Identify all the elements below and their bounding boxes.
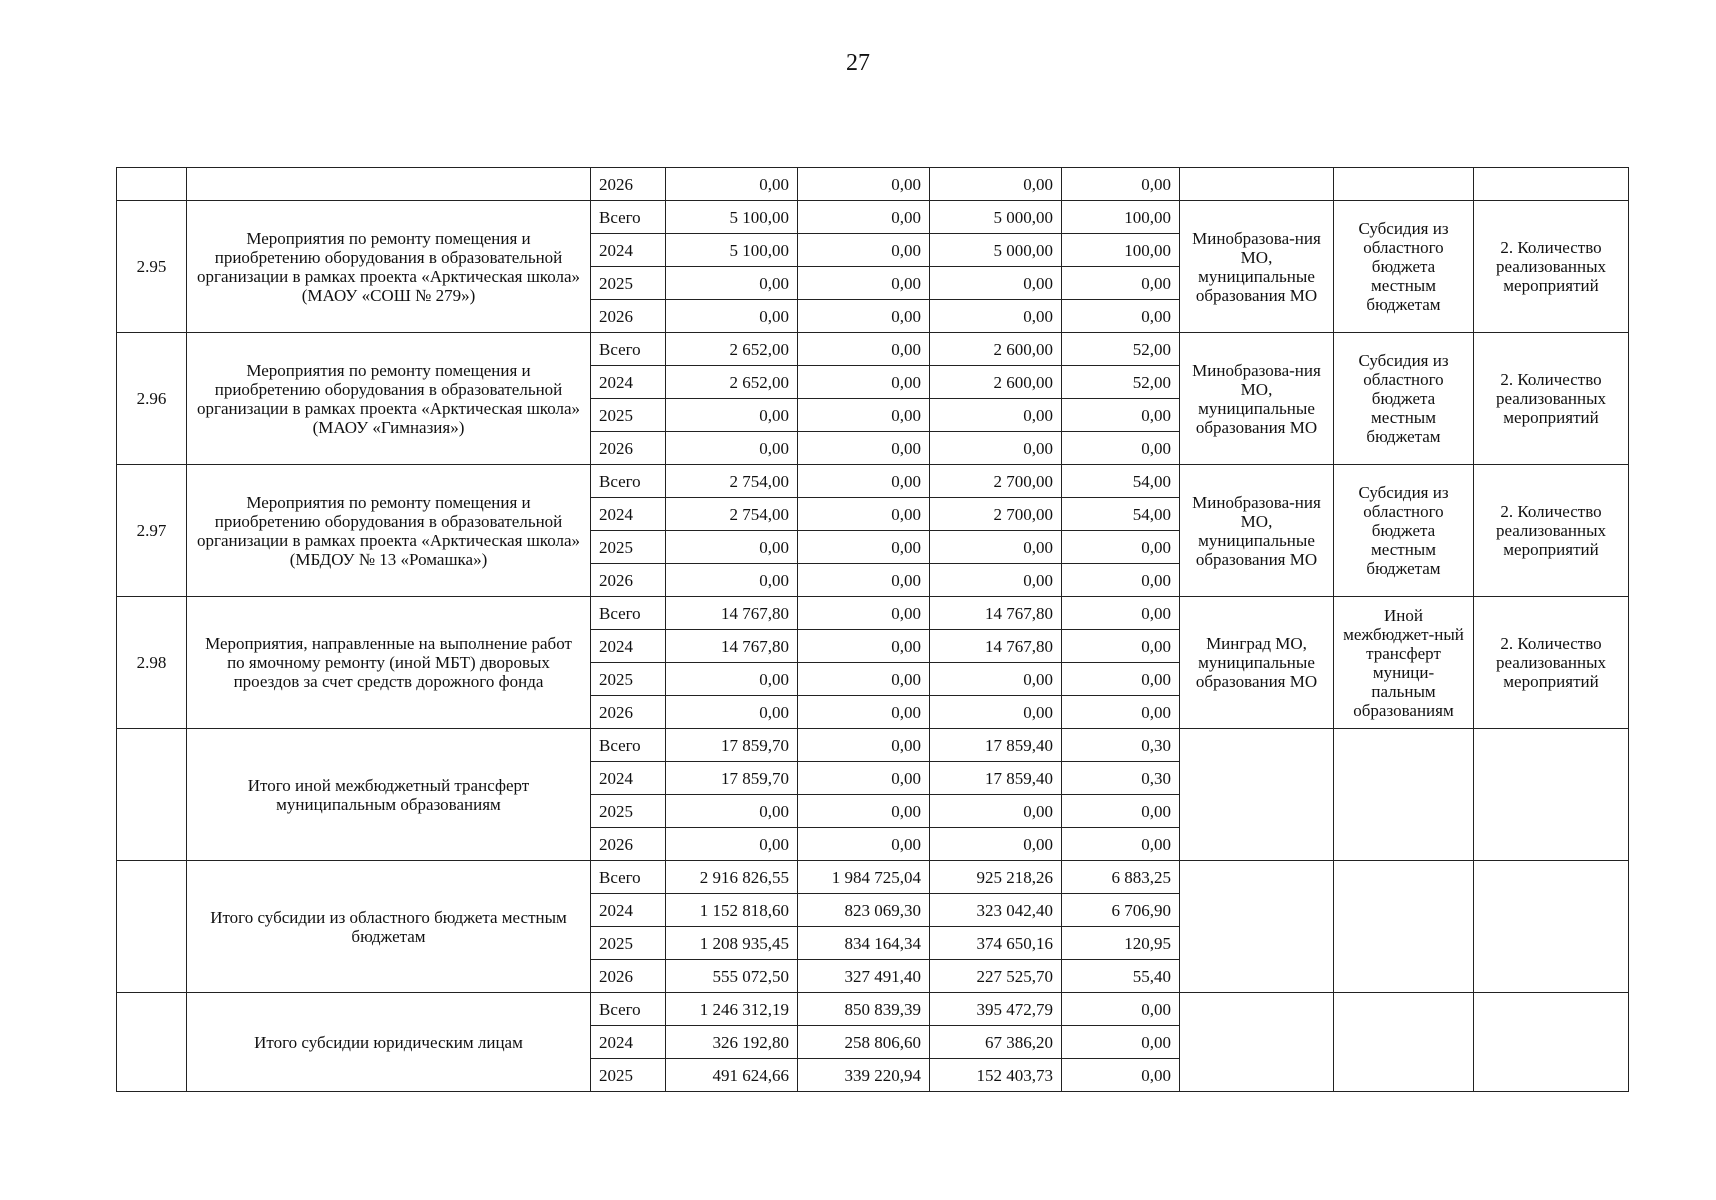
regional-value: 5 000,00 [930, 201, 1062, 234]
indicator-cell: 2. Количество реализованных мероприятий [1474, 465, 1629, 597]
regional-value: 227 525,70 [930, 960, 1062, 993]
federal-value: 0,00 [798, 300, 930, 333]
local-value: 0,00 [1062, 630, 1180, 663]
local-value: 6 883,25 [1062, 861, 1180, 894]
executor-cell: Минобразова-ния МО, муниципальные образования МО [1180, 201, 1334, 333]
local-value: 0,00 [1062, 168, 1180, 201]
page-number: 27 [846, 50, 870, 76]
local-value: 54,00 [1062, 465, 1180, 498]
indicator-cell [1474, 993, 1629, 1092]
federal-value: 1 984 725,04 [798, 861, 930, 894]
regional-value: 0,00 [930, 828, 1062, 861]
federal-value: 0,00 [798, 432, 930, 465]
total-value: 0,00 [666, 267, 798, 300]
local-value: 55,40 [1062, 960, 1180, 993]
item-number [117, 729, 187, 861]
year-cell: Всего [591, 201, 666, 234]
total-value: 1 152 818,60 [666, 894, 798, 927]
regional-value: 2 700,00 [930, 465, 1062, 498]
local-value: 100,00 [1062, 201, 1180, 234]
total-value: 0,00 [666, 300, 798, 333]
year-cell: 2025 [591, 795, 666, 828]
indicator-cell: 2. Количество реализованных мероприятий [1474, 201, 1629, 333]
regional-value: 14 767,80 [930, 630, 1062, 663]
funding-source-cell: Субсидия из областного бюджета местным бюджетам [1334, 333, 1474, 465]
year-cell: 2025 [591, 1059, 666, 1092]
federal-value: 850 839,39 [798, 993, 930, 1026]
funding-source-cell [1334, 861, 1474, 993]
item-name [187, 168, 591, 201]
item-number: 2.98 [117, 597, 187, 729]
regional-value: 395 472,79 [930, 993, 1062, 1026]
federal-value: 0,00 [798, 465, 930, 498]
year-cell: 2024 [591, 894, 666, 927]
federal-value: 0,00 [798, 234, 930, 267]
local-value: 0,00 [1062, 432, 1180, 465]
regional-value: 67 386,20 [930, 1026, 1062, 1059]
table-row [117, 168, 1629, 201]
local-value: 52,00 [1062, 366, 1180, 399]
total-value: 5 100,00 [666, 201, 798, 234]
table-row [117, 333, 1629, 366]
regional-value: 17 859,40 [930, 762, 1062, 795]
federal-value: 0,00 [798, 762, 930, 795]
year-cell: 2026 [591, 696, 666, 729]
regional-value: 0,00 [930, 267, 1062, 300]
executor-cell: Минобразова-ния МО, муниципальные образования МО [1180, 465, 1334, 597]
year-cell: 2026 [591, 960, 666, 993]
year-cell: 2024 [591, 630, 666, 663]
local-value: 0,00 [1062, 1026, 1180, 1059]
total-value: 2 916 826,55 [666, 861, 798, 894]
year-cell: Всего [591, 597, 666, 630]
table-row [117, 597, 1629, 630]
total-value: 5 100,00 [666, 234, 798, 267]
federal-value: 0,00 [798, 168, 930, 201]
funding-source-cell: Иной межбюджет-ный трансферт муници-пальным образованиям [1334, 597, 1474, 729]
total-value: 0,00 [666, 168, 798, 201]
local-value: 0,00 [1062, 597, 1180, 630]
item-name: Мероприятия по ремонту помещения и приобретению оборудования в образовательной организации в рамках проекта «Арктическая школа» (МБДОУ № 13 «Ромашка») [187, 465, 591, 597]
total-value: 0,00 [666, 663, 798, 696]
regional-value: 0,00 [930, 399, 1062, 432]
total-value: 326 192,80 [666, 1026, 798, 1059]
executor-cell [1180, 729, 1334, 861]
regional-value: 0,00 [930, 564, 1062, 597]
regional-value: 925 218,26 [930, 861, 1062, 894]
regional-value: 17 859,40 [930, 729, 1062, 762]
federal-value: 339 220,94 [798, 1059, 930, 1092]
year-cell: 2026 [591, 432, 666, 465]
year-cell: Всего [591, 729, 666, 762]
indicator-cell [1474, 861, 1629, 993]
local-value: 0,00 [1062, 993, 1180, 1026]
federal-value: 0,00 [798, 498, 930, 531]
regional-value: 2 600,00 [930, 333, 1062, 366]
total-value: 14 767,80 [666, 597, 798, 630]
item-number: 2.95 [117, 201, 187, 333]
regional-value: 0,00 [930, 696, 1062, 729]
funding-source-cell [1334, 729, 1474, 861]
total-value: 2 754,00 [666, 498, 798, 531]
indicator-cell: 2. Количество реализованных мероприятий [1474, 597, 1629, 729]
year-cell: 2026 [591, 168, 666, 201]
local-value: 0,30 [1062, 729, 1180, 762]
federal-value: 0,00 [798, 333, 930, 366]
year-cell: 2024 [591, 234, 666, 267]
executor-cell: Минград МО, муниципальные образования МО [1180, 597, 1334, 729]
table-row [117, 729, 1629, 762]
year-cell: 2026 [591, 300, 666, 333]
federal-value: 0,00 [798, 696, 930, 729]
total-value: 0,00 [666, 531, 798, 564]
total-value: 0,00 [666, 795, 798, 828]
federal-value: 327 491,40 [798, 960, 930, 993]
regional-value: 2 700,00 [930, 498, 1062, 531]
total-value: 0,00 [666, 828, 798, 861]
table-row [117, 861, 1629, 894]
regional-value: 0,00 [930, 795, 1062, 828]
total-value: 0,00 [666, 564, 798, 597]
federal-value: 834 164,34 [798, 927, 930, 960]
executor-cell [1180, 168, 1334, 201]
regional-value: 2 600,00 [930, 366, 1062, 399]
year-cell: Всего [591, 465, 666, 498]
item-name: Итого субсидии юридическим лицам [187, 993, 591, 1092]
funding-source-cell: Субсидия из областного бюджета местным бюджетам [1334, 201, 1474, 333]
local-value: 0,00 [1062, 663, 1180, 696]
local-value: 0,00 [1062, 564, 1180, 597]
total-value: 0,00 [666, 696, 798, 729]
year-cell: 2025 [591, 531, 666, 564]
local-value: 54,00 [1062, 498, 1180, 531]
local-value: 0,00 [1062, 696, 1180, 729]
regional-value: 14 767,80 [930, 597, 1062, 630]
local-value: 0,00 [1062, 531, 1180, 564]
federal-value: 0,00 [798, 531, 930, 564]
federal-value: 0,00 [798, 201, 930, 234]
local-value: 52,00 [1062, 333, 1180, 366]
local-value: 0,00 [1062, 1059, 1180, 1092]
local-value: 0,00 [1062, 300, 1180, 333]
table-row [117, 465, 1629, 498]
year-cell: 2024 [591, 1026, 666, 1059]
regional-value: 0,00 [930, 531, 1062, 564]
regional-value: 152 403,73 [930, 1059, 1062, 1092]
year-cell: Всего [591, 333, 666, 366]
local-value: 0,00 [1062, 828, 1180, 861]
local-value: 0,00 [1062, 399, 1180, 432]
funding-source-cell [1334, 168, 1474, 201]
local-value: 100,00 [1062, 234, 1180, 267]
year-cell: 2026 [591, 828, 666, 861]
federal-value: 0,00 [798, 828, 930, 861]
federal-value: 0,00 [798, 564, 930, 597]
table-row [117, 201, 1629, 234]
executor-cell: Минобразова-ния МО, муниципальные образования МО [1180, 333, 1334, 465]
year-cell: Всего [591, 993, 666, 1026]
federal-value: 0,00 [798, 597, 930, 630]
federal-value: 0,00 [798, 630, 930, 663]
regional-value: 323 042,40 [930, 894, 1062, 927]
funding-source-cell [1334, 993, 1474, 1092]
table-body [117, 168, 1629, 1092]
regional-value: 0,00 [930, 663, 1062, 696]
local-value: 6 706,90 [1062, 894, 1180, 927]
federal-value: 258 806,60 [798, 1026, 930, 1059]
regional-value: 5 000,00 [930, 234, 1062, 267]
year-cell: 2025 [591, 663, 666, 696]
regional-value: 0,00 [930, 300, 1062, 333]
year-cell: 2024 [591, 498, 666, 531]
item-number: 2.97 [117, 465, 187, 597]
total-value: 14 767,80 [666, 630, 798, 663]
year-cell: 2025 [591, 267, 666, 300]
total-value: 0,00 [666, 399, 798, 432]
regional-value: 0,00 [930, 168, 1062, 201]
item-number: 2.96 [117, 333, 187, 465]
item-name: Мероприятия, направленные на выполнение работ по ямочному ремонту (иной МБТ) дворовых проездов за счет средств дорожного фонда [187, 597, 591, 729]
federal-value: 0,00 [798, 366, 930, 399]
indicator-cell: 2. Количество реализованных мероприятий [1474, 333, 1629, 465]
federal-value: 0,00 [798, 663, 930, 696]
year-cell: 2026 [591, 564, 666, 597]
item-name: Мероприятия по ремонту помещения и приобретению оборудования в образовательной организации в рамках проекта «Арктическая школа» (МАОУ «Гимназия») [187, 333, 591, 465]
regional-value: 374 650,16 [930, 927, 1062, 960]
item-number [117, 861, 187, 993]
total-value: 17 859,70 [666, 762, 798, 795]
item-number [117, 993, 187, 1092]
executor-cell [1180, 861, 1334, 993]
total-value: 2 652,00 [666, 366, 798, 399]
year-cell: 2025 [591, 399, 666, 432]
local-value: 0,30 [1062, 762, 1180, 795]
table-row [117, 993, 1629, 1026]
year-cell: 2024 [591, 366, 666, 399]
federal-value: 0,00 [798, 399, 930, 432]
total-value: 1 208 935,45 [666, 927, 798, 960]
total-value: 2 754,00 [666, 465, 798, 498]
budget-table [116, 167, 1629, 1092]
indicator-cell [1474, 729, 1629, 861]
total-value: 2 652,00 [666, 333, 798, 366]
total-value: 17 859,70 [666, 729, 798, 762]
total-value: 0,00 [666, 432, 798, 465]
year-cell: Всего [591, 861, 666, 894]
year-cell: 2024 [591, 762, 666, 795]
local-value: 0,00 [1062, 267, 1180, 300]
total-value: 491 624,66 [666, 1059, 798, 1092]
local-value: 0,00 [1062, 795, 1180, 828]
total-value: 555 072,50 [666, 960, 798, 993]
local-value: 120,95 [1062, 927, 1180, 960]
executor-cell [1180, 993, 1334, 1092]
year-cell: 2025 [591, 927, 666, 960]
item-name: Итого иной межбюджетный трансферт муниципальным образованиям [187, 729, 591, 861]
funding-source-cell: Субсидия из областного бюджета местным бюджетам [1334, 465, 1474, 597]
item-name: Итого субсидии из областного бюджета местным бюджетам [187, 861, 591, 993]
item-name: Мероприятия по ремонту помещения и приобретению оборудования в образовательной организации в рамках проекта «Арктическая школа» (МАОУ «СОШ № 279») [187, 201, 591, 333]
federal-value: 823 069,30 [798, 894, 930, 927]
item-number [117, 168, 187, 201]
federal-value: 0,00 [798, 267, 930, 300]
total-value: 1 246 312,19 [666, 993, 798, 1026]
federal-value: 0,00 [798, 795, 930, 828]
regional-value: 0,00 [930, 432, 1062, 465]
indicator-cell [1474, 168, 1629, 201]
federal-value: 0,00 [798, 729, 930, 762]
